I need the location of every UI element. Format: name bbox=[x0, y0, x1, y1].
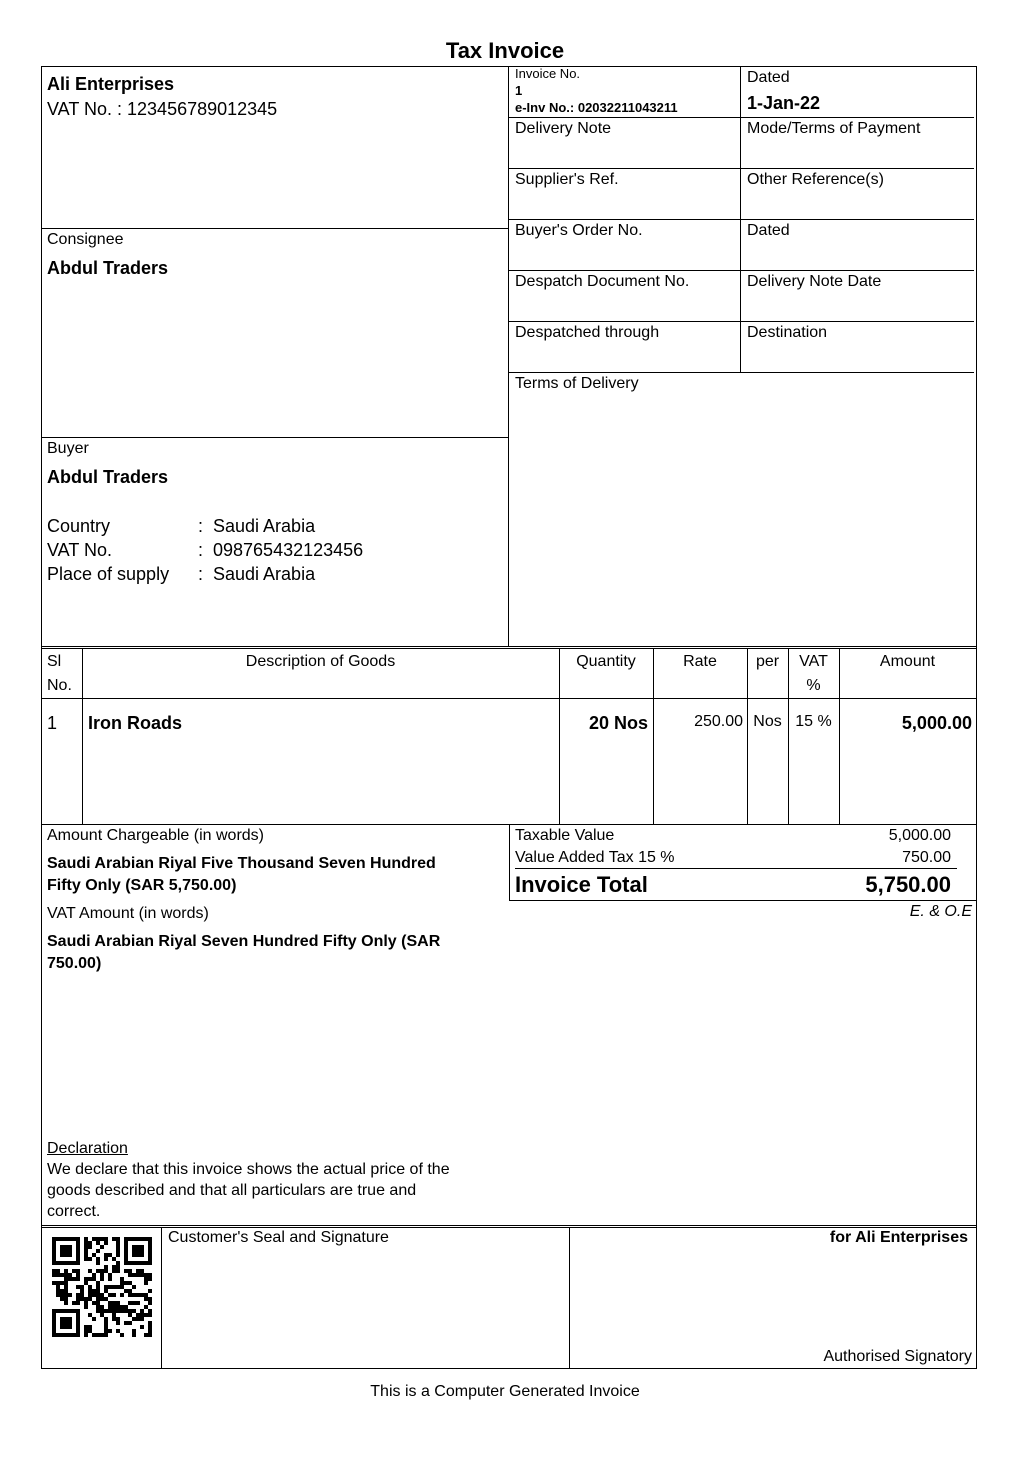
buyer-name: Abdul Traders bbox=[47, 467, 169, 487]
einv-no: e-Inv No.: 02032211043211 bbox=[515, 100, 678, 115]
buyer-place-sep: : bbox=[198, 564, 204, 584]
col-sl-1: Sl bbox=[47, 653, 62, 670]
col-per: per bbox=[755, 653, 780, 670]
declaration-line2: goods described and that all particulars are true and bbox=[47, 1182, 417, 1199]
row-vat: 15 % bbox=[795, 713, 832, 730]
col-sl-2: No. bbox=[47, 677, 72, 694]
declaration-line3: correct. bbox=[47, 1203, 101, 1220]
destination-label: Destination bbox=[747, 324, 828, 341]
consignee-name: Abdul Traders bbox=[47, 258, 169, 278]
amount-words-label: Amount Chargeable (in words) bbox=[47, 827, 264, 844]
qr-code-icon bbox=[52, 1237, 152, 1337]
row-rate: 250.00 bbox=[694, 713, 743, 730]
col-vat-1: VAT bbox=[799, 653, 828, 670]
buyer-country-label: Country bbox=[47, 516, 111, 536]
col-description: Description of Goods bbox=[245, 653, 396, 670]
footer-note: This is a Computer Generated Invoice bbox=[370, 1383, 640, 1400]
row-per: Nos bbox=[753, 713, 782, 730]
authorised-signatory: Authorised Signatory bbox=[823, 1348, 972, 1365]
despatched-through-label: Despatched through bbox=[515, 324, 660, 341]
buyer-country-sep: : bbox=[198, 516, 204, 536]
col-rate: Rate bbox=[683, 653, 717, 670]
buyer-country-value: Saudi Arabia bbox=[213, 516, 316, 536]
dated-value: 1-Jan-22 bbox=[747, 93, 821, 113]
buyer-place-value: Saudi Arabia bbox=[213, 564, 316, 584]
invoice-total-value: 5,750.00 bbox=[865, 872, 951, 897]
buyer-vat-label: VAT No. bbox=[47, 540, 113, 560]
invoice-no-label: Invoice No. bbox=[515, 66, 581, 81]
seller-name: Ali Enterprises bbox=[47, 74, 175, 94]
declaration-line1: We declare that this invoice shows the actual price of the bbox=[47, 1161, 450, 1178]
col-vat-2: % bbox=[806, 677, 821, 694]
amount-words-line2: Fifty Only (SAR 5,750.00) bbox=[47, 877, 237, 894]
other-refs-label: Other Reference(s) bbox=[747, 171, 884, 188]
declaration-label: Declaration bbox=[47, 1140, 128, 1157]
col-quantity: Quantity bbox=[576, 653, 636, 670]
taxable-value: 5,000.00 bbox=[888, 827, 951, 844]
buyer-order-dated-label: Dated bbox=[747, 222, 790, 239]
seller-vat: VAT No. : 123456789012345 bbox=[47, 99, 278, 119]
col-amount: Amount bbox=[879, 653, 936, 670]
for-company-label: for Ali Enterprises bbox=[829, 1229, 968, 1246]
vat-words-line1: Saudi Arabian Riyal Seven Hundred Fifty Only (SAR bbox=[47, 933, 441, 950]
taxable-label: Taxable Value bbox=[515, 827, 615, 844]
buyer-vat-value: 098765432123456 bbox=[213, 540, 364, 560]
buyer-place-label: Place of supply bbox=[47, 564, 170, 584]
mode-terms-label: Mode/Terms of Payment bbox=[747, 120, 921, 137]
row-quantity: 20 Nos bbox=[588, 713, 648, 733]
page-title: Tax Invoice bbox=[445, 38, 565, 63]
row-sl: 1 bbox=[47, 713, 58, 733]
buyer-order-label: Buyer's Order No. bbox=[515, 222, 643, 239]
amount-words-line1: Saudi Arabian Riyal Five Thousand Seven Hundred bbox=[47, 855, 436, 872]
invoice-total-label: Invoice Total bbox=[515, 872, 648, 897]
despatch-doc-label: Despatch Document No. bbox=[515, 273, 690, 290]
buyer-label: Buyer bbox=[47, 440, 89, 457]
supplier-ref-label: Supplier's Ref. bbox=[515, 171, 619, 188]
buyer-vat-sep: : bbox=[198, 540, 204, 560]
consignee-label: Consignee bbox=[47, 231, 124, 248]
vat-words-label: VAT Amount (in words) bbox=[47, 905, 209, 922]
row-amount: 5,000.00 bbox=[901, 713, 972, 733]
row-description: Iron Roads bbox=[88, 713, 183, 733]
eoe-note: E. & O.E bbox=[909, 903, 972, 920]
terms-delivery-label: Terms of Delivery bbox=[515, 375, 639, 392]
dated-label: Dated bbox=[747, 69, 790, 86]
invoice-no-value: 1 bbox=[515, 83, 523, 98]
delivery-note-label: Delivery Note bbox=[515, 120, 612, 137]
customer-seal-label: Customer's Seal and Signature bbox=[168, 1229, 389, 1246]
vat-value: 750.00 bbox=[902, 849, 951, 866]
delivery-note-date-label: Delivery Note Date bbox=[747, 273, 882, 290]
vat-words-line2: 750.00) bbox=[47, 955, 102, 972]
vat-label: Value Added Tax 15 % bbox=[515, 849, 675, 866]
